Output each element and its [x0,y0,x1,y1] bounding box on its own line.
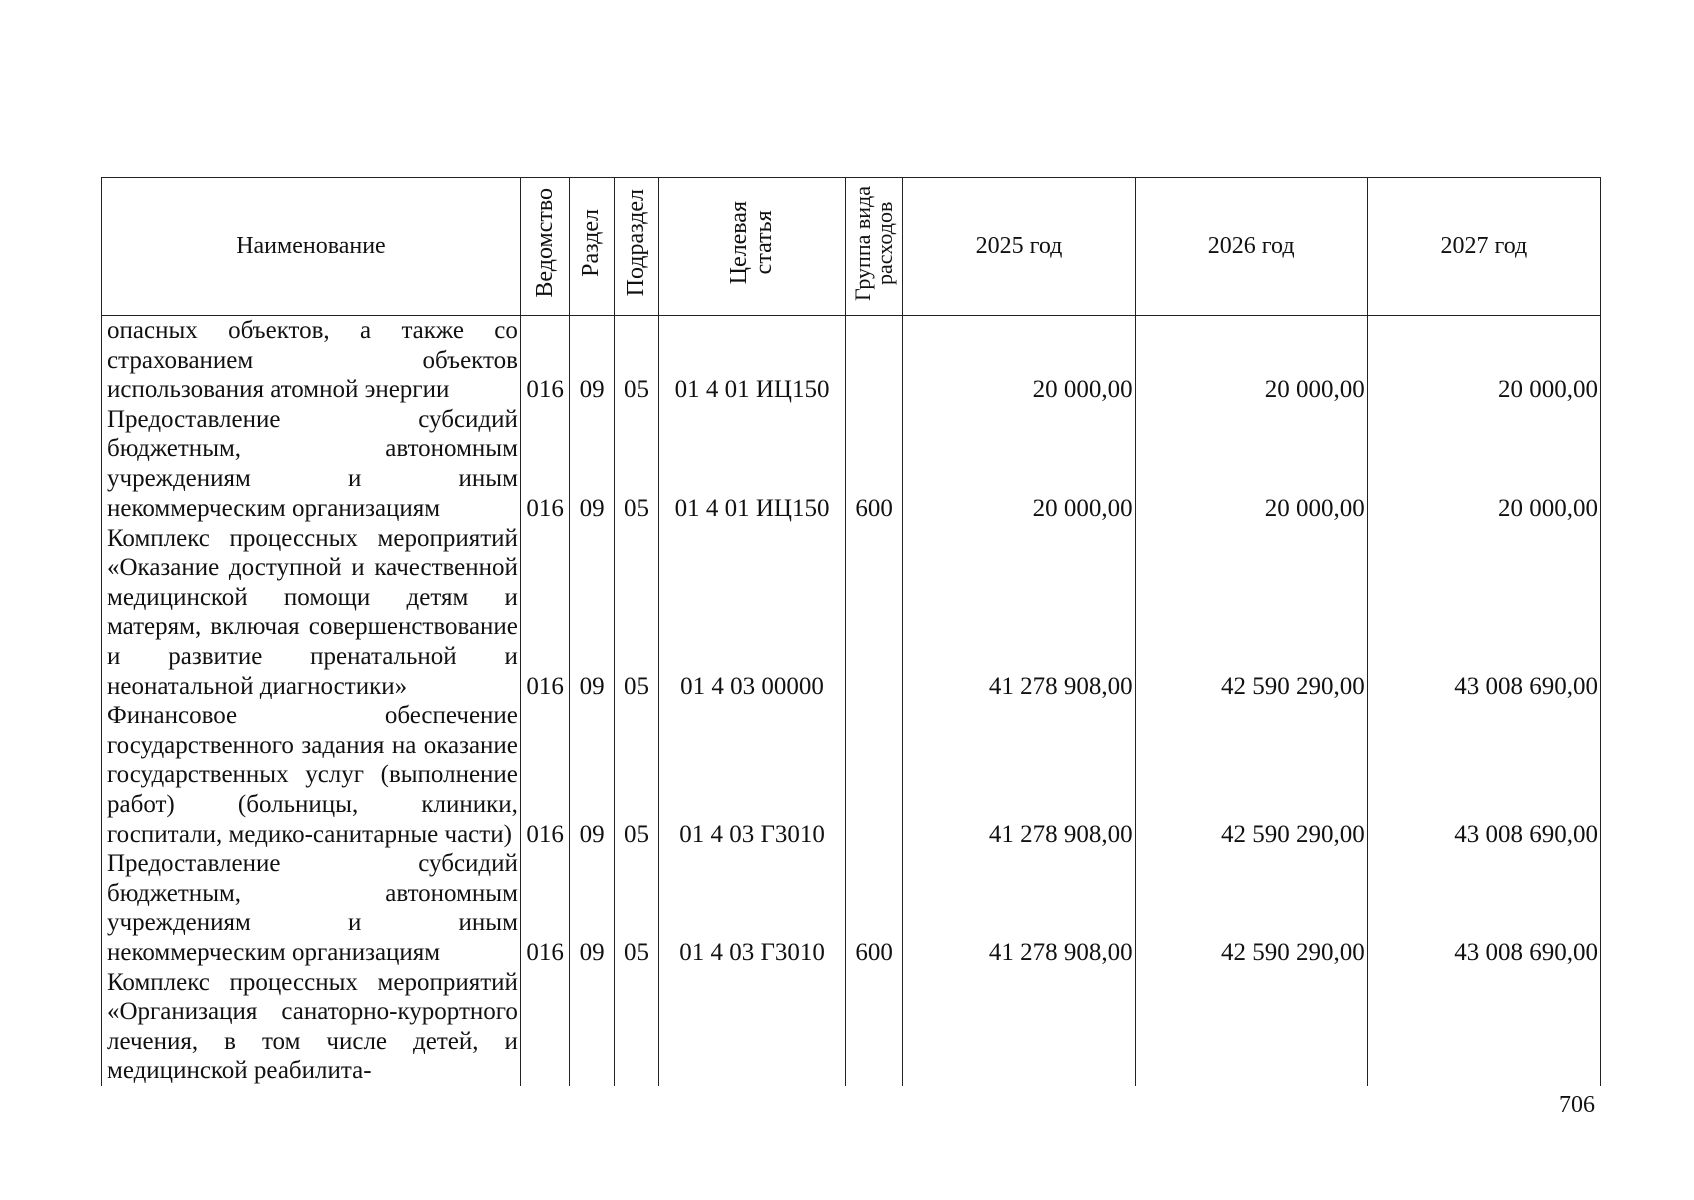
row-group [845,523,903,701]
row-value-2025: 41 278 908,00 [903,701,1135,849]
row-value-2027: 43 008 690,00 [1367,701,1600,849]
row-name: Комплекс процессных мероприятий «Оказание доступной и качественной медицинской помощи детям и матерям, включая совершенствование и развитие пренатальной и неонатальной диагностики» [102,523,521,701]
row-value-2025: 41 278 908,00 [903,523,1135,701]
header-group-label [852,186,896,301]
row-value-2027: 20 000,00 [1367,316,1600,405]
row-dept: 016 [520,701,569,849]
row-dept: 016 [520,523,569,701]
table-row [102,405,1601,523]
header-subsection [614,178,658,316]
row-section: 09 [570,849,614,967]
row-value-2027 [1367,968,1600,1086]
row-target: 01 4 03 Г3010 [659,701,846,849]
header-target [659,178,846,316]
table-row [102,316,1601,405]
row-target: 01 4 03 00000 [659,523,846,701]
table-row [102,849,1601,967]
row-value-2025: 20 000,00 [903,405,1135,523]
row-section: 09 [570,523,614,701]
header-section-label: Раздел [578,209,605,277]
row-dept [520,968,569,1086]
header-2027: 2027 год [1367,178,1600,316]
row-value-2025 [903,968,1135,1086]
row-value-2027: 43 008 690,00 [1367,849,1600,967]
header-group-line1: Группа вида [850,185,876,301]
row-value-2025: 20 000,00 [903,316,1135,405]
row-group [845,701,903,849]
row-group: 600 [845,849,903,967]
row-dept: 016 [520,405,569,523]
row-group: 600 [845,405,903,523]
row-subsection: 05 [614,701,658,849]
header-target-line1: Целевая [725,201,752,285]
row-name: Предоставление субсидий бюджетным, автономным учреждениям и иным некоммерческим организациям [102,405,521,523]
header-target-line2: статья [751,211,778,275]
table-row [102,523,1601,701]
row-name: Финансовое обеспечение государственного задания на оказание государственных услуг (выполнение работ) (больницы, клиники, госпитали, медико-санитарные части) [102,701,521,849]
budget-table [101,177,1601,1086]
row-subsection: 05 [614,405,658,523]
table-header-row [102,178,1601,316]
row-name: Комплекс процессных мероприятий «Организация санаторно-курортного лечения, в том числе детей, и медицинской реабилита- [102,968,521,1086]
row-group [845,316,903,405]
row-value-2026: 20 000,00 [1135,405,1367,523]
header-group-line2: расходов [872,201,898,285]
header-dept [520,178,569,316]
header-dept-label: Ведомство [531,188,558,298]
row-section: 09 [570,405,614,523]
row-value-2025: 41 278 908,00 [903,849,1135,967]
row-value-2027: 20 000,00 [1367,405,1600,523]
row-value-2026 [1135,968,1367,1086]
row-value-2026: 42 590 290,00 [1135,701,1367,849]
row-subsection [614,968,658,1086]
row-subsection: 05 [614,316,658,405]
header-2026: 2026 год [1135,178,1367,316]
row-section [570,968,614,1086]
table-row [102,701,1601,849]
row-target [659,968,846,1086]
row-target: 01 4 01 ИЦ150 [659,316,846,405]
header-name: Наименование [102,178,521,316]
row-subsection: 05 [614,849,658,967]
row-value-2026: 20 000,00 [1135,316,1367,405]
row-name: опасных объектов, а также со страхованием объектов использования атомной энергии [102,316,521,405]
row-dept: 016 [520,316,569,405]
row-group [845,968,903,1086]
row-section: 09 [570,316,614,405]
row-value-2027: 43 008 690,00 [1367,523,1600,701]
header-target-label [727,201,777,284]
row-dept: 016 [520,849,569,967]
row-subsection: 05 [614,523,658,701]
row-value-2026: 42 590 290,00 [1135,849,1367,967]
row-target: 01 4 03 Г3010 [659,849,846,967]
header-2025: 2025 год [903,178,1135,316]
row-section: 09 [570,701,614,849]
row-target: 01 4 01 ИЦ150 [659,405,846,523]
header-subsection-label: Подраздел [622,189,649,297]
row-value-2026: 42 590 290,00 [1135,523,1367,701]
row-name: Предоставление субсидий бюджетным, автономным учреждениям и иным некоммерческим организациям [102,849,521,967]
header-section [570,178,614,316]
page-number: 706 [1559,1092,1595,1118]
header-group [845,178,903,316]
table-row [102,968,1601,1086]
